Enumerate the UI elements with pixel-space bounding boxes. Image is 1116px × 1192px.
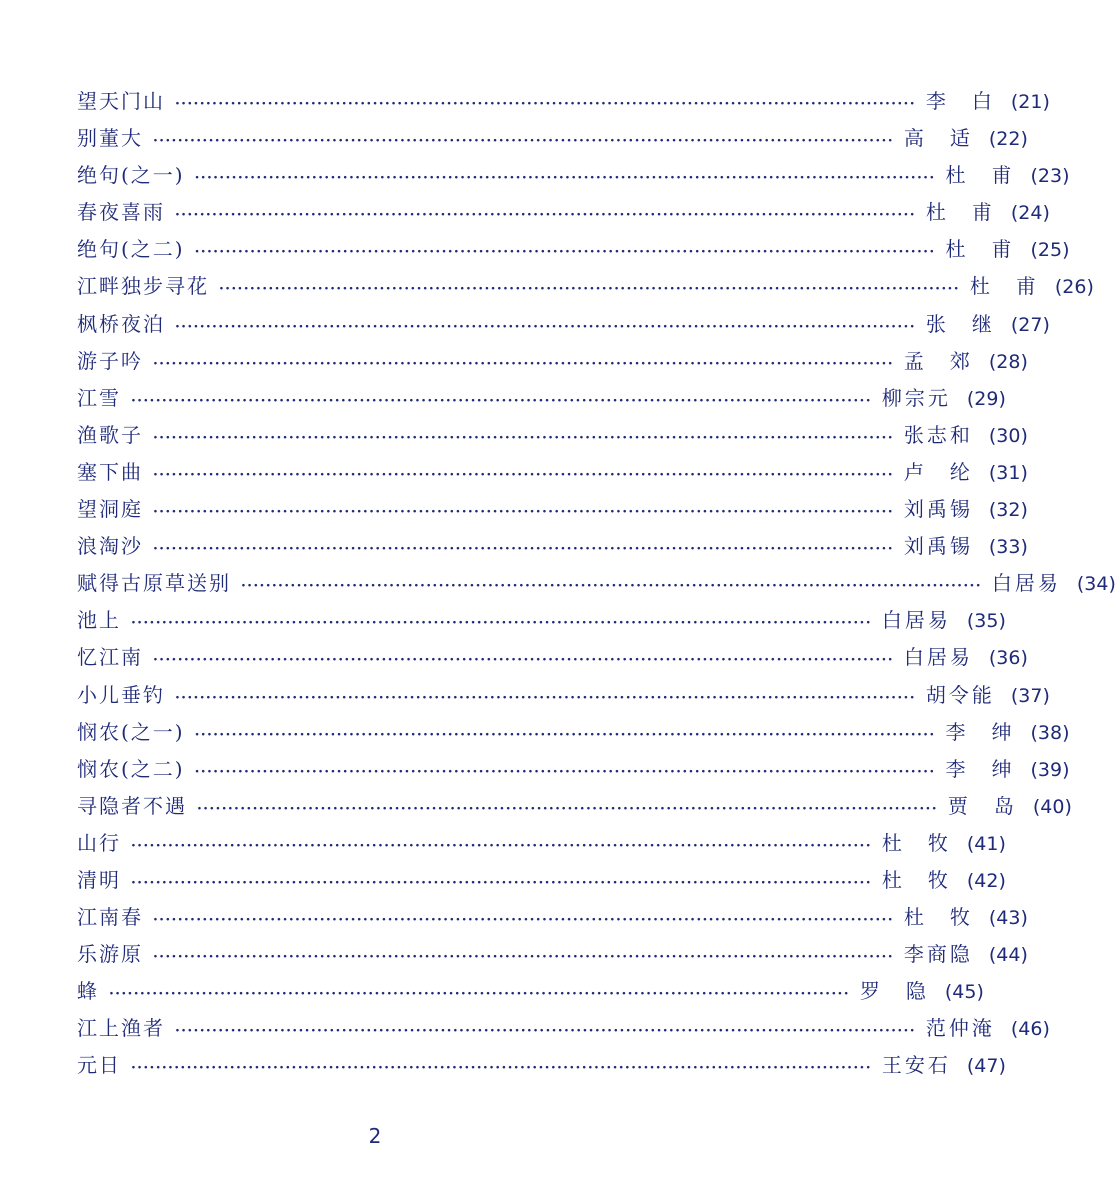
toc-entry-title: 望洞庭 xyxy=(77,497,143,522)
toc-entry xyxy=(77,677,1050,714)
dot-leader: ························································································································ xyxy=(194,726,936,743)
toc-entry-page: (45) xyxy=(944,981,984,1004)
dot-leader: ························································································································ xyxy=(175,318,916,335)
toc-entry-page: (30) xyxy=(988,424,1028,447)
dot-leader: ························································································································ xyxy=(131,1060,872,1077)
dot-leader: ························································································································ xyxy=(197,800,938,817)
dot-leader: ························································································································ xyxy=(153,504,894,521)
toc-entry-title: 清明 xyxy=(77,867,121,892)
dot-leader: ························································································································ xyxy=(153,355,894,372)
toc-entry xyxy=(77,973,984,1010)
toc-entry-author: 杜牧 xyxy=(881,830,948,855)
toc-entry-author: 杜甫 xyxy=(945,163,1012,188)
toc-entry-author: 高适 xyxy=(903,126,970,151)
toc-entry-title: 小儿垂钓 xyxy=(77,682,165,707)
toc-entry xyxy=(77,454,1028,491)
toc-entry xyxy=(77,714,1070,751)
toc-entry-title: 浪淘沙 xyxy=(77,534,143,559)
toc-entry-title: 渔歌子 xyxy=(77,422,143,447)
toc-entry-page: (38) xyxy=(1030,721,1070,744)
toc-entry xyxy=(77,1010,1050,1047)
dot-leader: ························································································································ xyxy=(153,466,894,483)
dot-leader: ························································································································ xyxy=(153,541,894,558)
toc-entry xyxy=(77,639,1028,676)
toc-entry-author: 李商隐 xyxy=(903,942,970,967)
toc-entry-page: (36) xyxy=(988,647,1028,670)
toc-entry-author: 孟郊 xyxy=(903,348,970,373)
toc-entry-author: 刘禹锡 xyxy=(903,534,970,559)
toc-entry-title: 寻隐者不遇 xyxy=(77,793,187,818)
toc-entry-title: 塞下曲 xyxy=(77,459,143,484)
toc-entry-page: (40) xyxy=(1032,795,1072,818)
toc-entry-author: 白居易 xyxy=(903,645,970,670)
toc-entry-title: 江雪 xyxy=(77,385,121,410)
toc-entry xyxy=(77,825,1006,862)
toc-entry-page: (29) xyxy=(966,387,1006,410)
dot-leader: ························································································································ xyxy=(175,1023,916,1040)
toc-entry-title: 乐游原 xyxy=(77,942,143,967)
toc-entry-author: 杜甫 xyxy=(945,237,1012,262)
dot-leader: ························································································································ xyxy=(194,763,936,780)
toc-entry-title: 忆江南 xyxy=(77,645,143,670)
dot-leader: ························································································································ xyxy=(131,392,872,409)
toc-entry xyxy=(77,1047,1006,1084)
dot-leader: ························································································································ xyxy=(131,874,872,891)
dot-leader: ························································································································ xyxy=(241,578,982,595)
toc-entry-page: (34) xyxy=(1076,573,1116,596)
toc-entry-page: (24) xyxy=(1010,202,1050,225)
toc-entry xyxy=(77,120,1028,157)
dot-leader: ························································································································ xyxy=(131,615,872,632)
toc-entry xyxy=(77,565,1116,602)
dot-leader: ························································································································ xyxy=(175,207,916,224)
toc-entry-title: 绝句(之一) xyxy=(77,163,185,188)
dot-leader: ························································································································ xyxy=(153,912,894,929)
toc-entry-author: 罗隐 xyxy=(859,979,926,1004)
toc-entry-title: 游子吟 xyxy=(77,348,143,373)
toc-entry-page: (39) xyxy=(1030,758,1070,781)
toc-entry xyxy=(77,417,1028,454)
toc-entry-page: (26) xyxy=(1054,276,1094,299)
dot-leader: ························································································································ xyxy=(153,133,894,150)
toc-entry-author: 卢纶 xyxy=(903,459,970,484)
toc-entry-author: 胡令能 xyxy=(925,682,992,707)
toc-entry-page: (43) xyxy=(988,907,1028,930)
toc-entry-author: 杜甫 xyxy=(969,274,1036,299)
toc-entry xyxy=(77,380,1006,417)
toc-entry-page: (33) xyxy=(988,536,1028,559)
toc-entry-title: 悯农(之二) xyxy=(77,756,185,781)
toc-entry xyxy=(77,936,1028,973)
dot-leader: ························································································································ xyxy=(194,170,936,187)
toc-entry xyxy=(77,899,1028,936)
toc-entry xyxy=(77,83,1050,120)
toc-entry-author: 李绅 xyxy=(945,719,1012,744)
toc-entry-page: (28) xyxy=(988,350,1028,373)
toc-entry-page: (37) xyxy=(1010,684,1050,707)
toc-entry xyxy=(77,751,1070,788)
toc-entry-page: (42) xyxy=(966,869,1006,892)
toc-entry-page: (27) xyxy=(1010,313,1050,336)
toc-entry-page: (44) xyxy=(988,944,1028,967)
toc-entry-author: 王安石 xyxy=(881,1053,948,1078)
toc-entry-page: (32) xyxy=(988,499,1028,522)
toc-entry-title: 蜂 xyxy=(77,979,99,1004)
toc-entry-title: 山行 xyxy=(77,830,121,855)
toc-entry xyxy=(77,231,1070,268)
toc-entry xyxy=(77,528,1028,565)
dot-leader: ························································································································ xyxy=(153,949,894,966)
toc-entry-title: 江畔独步寻花 xyxy=(77,274,209,299)
toc-entry-title: 别董大 xyxy=(77,126,143,151)
toc-entry xyxy=(77,268,1094,305)
dot-leader: ························································································································ xyxy=(131,837,872,854)
toc-entry-page: (41) xyxy=(966,832,1006,855)
toc-entry-title: 元日 xyxy=(77,1053,121,1078)
page-number: 2 xyxy=(368,1124,382,1148)
toc-entry-page: (31) xyxy=(988,461,1028,484)
dot-leader: ························································································································ xyxy=(153,429,894,446)
toc-entry-page: (23) xyxy=(1030,165,1070,188)
toc-entry xyxy=(77,491,1028,528)
toc-entry-author: 白居易 xyxy=(991,571,1058,596)
toc-entry-author: 张继 xyxy=(925,311,992,336)
toc-entry-author: 白居易 xyxy=(881,608,948,633)
toc-entry-author: 杜牧 xyxy=(903,905,970,930)
toc-entry-page: (25) xyxy=(1030,239,1070,262)
dot-leader: ························································································································ xyxy=(175,96,916,112)
toc-entry-author: 范仲淹 xyxy=(925,1016,992,1041)
toc-entry-page: (21) xyxy=(1010,91,1050,113)
toc-entry-title: 江上渔者 xyxy=(77,1016,165,1041)
toc-entry-page: (46) xyxy=(1010,1018,1050,1041)
toc-entry-author: 李绅 xyxy=(945,756,1012,781)
toc-entry-author: 贾岛 xyxy=(947,793,1014,818)
toc-entry-title: 江南春 xyxy=(77,905,143,930)
toc-entry-author: 柳宗元 xyxy=(881,385,948,410)
toc-entry-title: 绝句(之二) xyxy=(77,237,185,262)
toc-entry-title: 池上 xyxy=(77,608,121,633)
toc-entry xyxy=(77,157,1070,194)
toc-entry-author: 刘禹锡 xyxy=(903,497,970,522)
table-of-contents xyxy=(77,83,1116,1085)
toc-entry-author: 杜甫 xyxy=(925,200,992,225)
toc-entry xyxy=(77,788,1072,825)
dot-leader: ························································································································ xyxy=(109,986,850,1003)
toc-entry-page: (35) xyxy=(966,610,1006,633)
toc-entry xyxy=(77,194,1050,231)
toc-entry-page: (47) xyxy=(966,1055,1006,1078)
dot-leader: ························································································································ xyxy=(153,652,894,669)
toc-entry-title: 悯农(之一) xyxy=(77,719,185,744)
toc-entry-title: 赋得古原草送别 xyxy=(77,571,231,596)
toc-entry-page: (22) xyxy=(988,128,1028,151)
toc-entry xyxy=(77,306,1050,343)
dot-leader: ························································································································ xyxy=(175,689,916,706)
toc-entry-title: 春夜喜雨 xyxy=(77,200,165,225)
dot-leader: ························································································································ xyxy=(194,244,936,261)
toc-entry-title: 望天门山 xyxy=(77,89,165,113)
toc-entry xyxy=(77,602,1006,639)
toc-entry xyxy=(77,862,1006,899)
toc-entry xyxy=(77,343,1028,380)
toc-entry-author: 张志和 xyxy=(903,422,970,447)
toc-entry-author: 李白 xyxy=(925,89,992,113)
toc-entry-author: 杜牧 xyxy=(881,867,948,892)
toc-entry-title: 枫桥夜泊 xyxy=(77,311,165,336)
dot-leader: ························································································································ xyxy=(219,281,960,298)
